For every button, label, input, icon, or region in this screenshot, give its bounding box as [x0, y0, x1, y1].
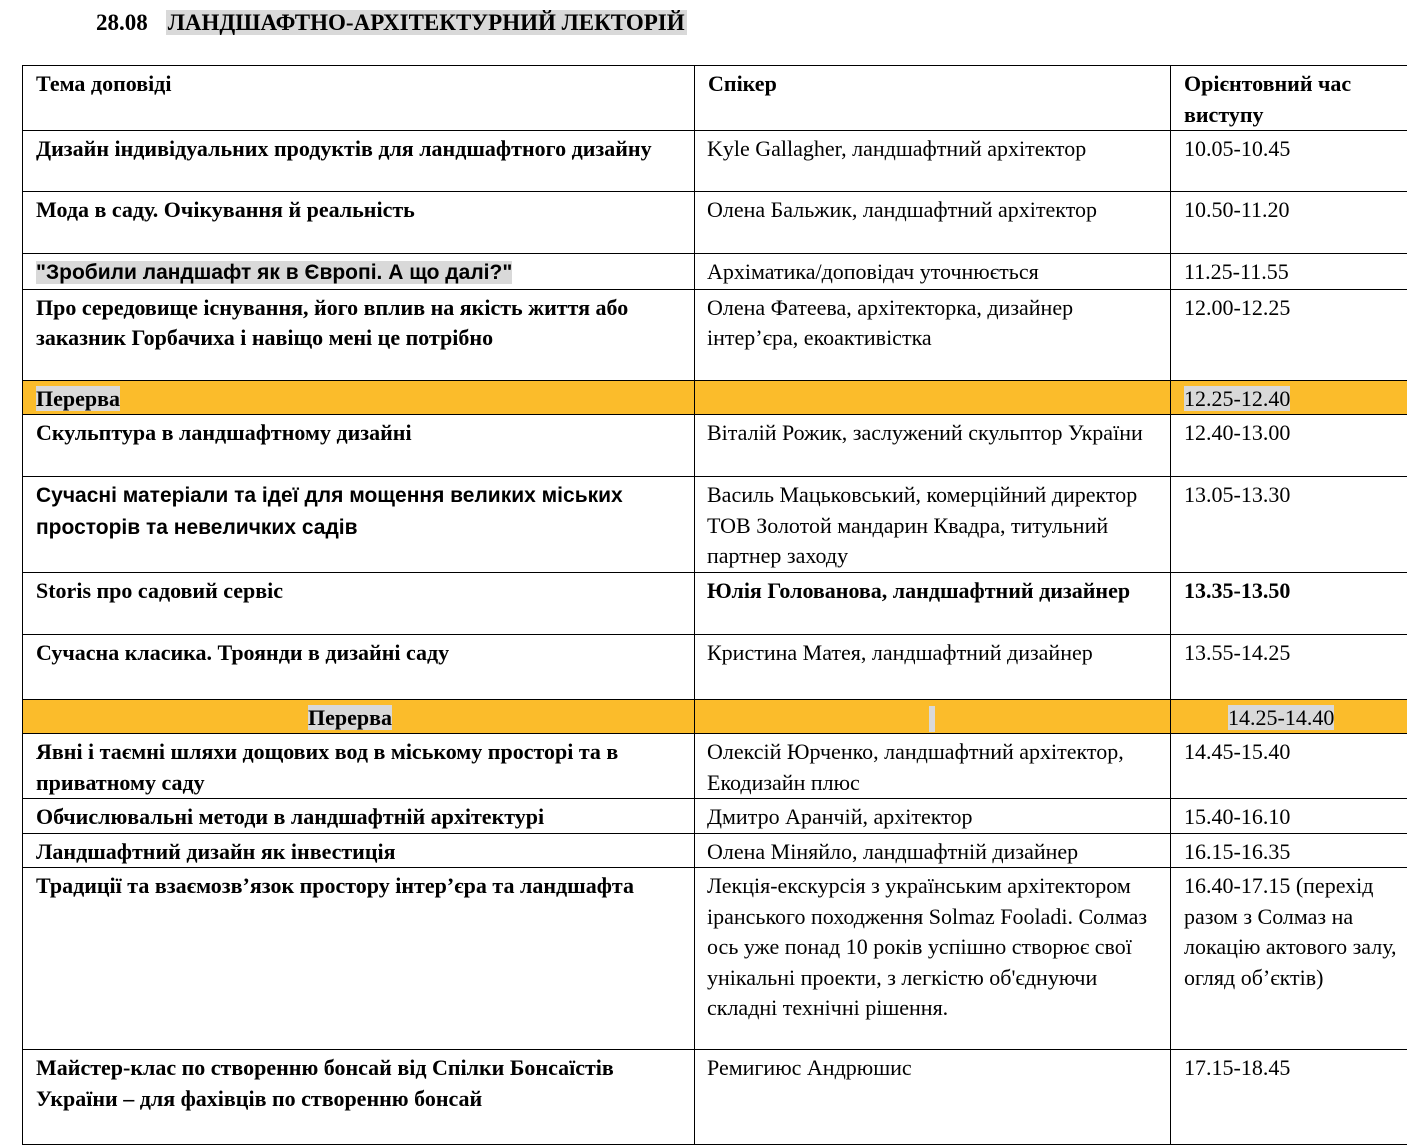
table-row	[23, 868, 1407, 1050]
header-topic: Тема доповіді	[23, 66, 695, 131]
speaker-cell: Ремигиюс Андрюшис	[695, 1050, 1171, 1145]
topic-cell	[23, 477, 695, 573]
table-header-row	[23, 66, 1407, 131]
break-label: Перерва	[36, 386, 120, 411]
speaker-cell: Дмитро Аранчій, архітектор	[695, 799, 1171, 834]
table-row	[23, 254, 1407, 290]
page-heading	[96, 6, 687, 40]
speaker-cell: Олексій Юрченко, ландшафтний архітектор, Екодизайн плюс	[695, 734, 1171, 799]
time-cell: 10.05-10.45	[1171, 131, 1407, 192]
table-row	[23, 1050, 1407, 1145]
time-cell	[1171, 380, 1407, 415]
break-label-cell	[23, 380, 695, 415]
speaker-cell: Kyle Gallagher, ландшафтний архітектор	[695, 131, 1171, 192]
table-row	[23, 734, 1407, 799]
topic-cell: Обчислювальні методи в ландшафтній архітектурі	[23, 799, 695, 834]
table-row	[23, 799, 1407, 834]
schedule-table	[22, 65, 1407, 1145]
break-time: 14.25-14.40	[1228, 705, 1334, 730]
time-cell: 16.15-16.35	[1171, 833, 1407, 868]
speaker-cell: Кристина Матея, ландшафтний дизайнер	[695, 634, 1171, 699]
time-cell	[1171, 699, 1407, 734]
speaker-cell: Олена Бальжик, ландшафтний архітектор	[695, 192, 1171, 254]
topic-cell: Традиції та взаємозв’язок простору інтер’єра та ландшафта	[23, 868, 695, 1050]
break-label-cell	[23, 699, 695, 734]
highlight-marker	[929, 706, 935, 732]
table-row	[23, 192, 1407, 254]
topic-cell: Сучасна класика. Троянди в дизайні саду	[23, 634, 695, 699]
topic-cell: Скульптура в ландшафтному дизайні	[23, 415, 695, 477]
topic-cell: Явні і таємні шляхи дощових вод в міському просторі та в приватному саду	[23, 734, 695, 799]
table-row	[23, 634, 1407, 699]
speaker-cell: Лекція-екскурсія з українським архітектором іранського походження Solmaz Fooladi. Солмаз ось уже понад 10 років успішно створює свої унікальні проекти, з легкістю об'єднуючи складні технічні рішення.	[695, 868, 1171, 1050]
speaker-cell: Юлія Голованова, ландшафтний дизайнер	[695, 572, 1171, 634]
break-label: Перерва	[308, 705, 392, 730]
break-row	[23, 380, 1407, 415]
time-cell: 11.25-11.55	[1171, 254, 1407, 290]
time-cell: 13.35-13.50	[1171, 572, 1407, 634]
topic-cell: Storis про садовий сервіс	[23, 572, 695, 634]
header-time: Орієнтовний час виступу	[1171, 66, 1407, 131]
speaker-cell: Олена Міняйло, ландшафтній дизайнер	[695, 833, 1171, 868]
speaker-cell: Олена Фатеева, архітекторка, дизайнер інтер’єра, екоактивістка	[695, 289, 1171, 380]
break-row	[23, 699, 1407, 734]
table-row	[23, 572, 1407, 634]
time-cell: 13.55-14.25	[1171, 634, 1407, 699]
table-row	[23, 477, 1407, 573]
speaker-cell: Архіматика/доповідач уточнюється	[695, 254, 1171, 290]
time-cell: 14.45-15.40	[1171, 734, 1407, 799]
topic-text: Сучасні матеріали та ідеї для мощення великих міських просторів та невеличких садів	[36, 484, 623, 539]
time-cell: 10.50-11.20	[1171, 192, 1407, 254]
topic-cell: Мода в саду. Очікування й реальність	[23, 192, 695, 254]
table-row	[23, 289, 1407, 380]
time-cell: 13.05-13.30	[1171, 477, 1407, 573]
speaker-cell: Віталій Рожик, заслужений скульптор України	[695, 415, 1171, 477]
table-row	[23, 833, 1407, 868]
event-title: ЛАНДШАФТНО-АРХІТЕКТУРНИЙ ЛЕКТОРІЙ	[166, 10, 687, 35]
topic-cell: Майстер-клас по створенню бонсай від Спілки Бонсаїстів України – для фахівців по створенню бонсай	[23, 1050, 695, 1145]
time-cell: 15.40-16.10	[1171, 799, 1407, 834]
topic-cell: Про середовище існування, його вплив на якість життя або заказник Горбачиха і навіщо мені це потрібно	[23, 289, 695, 380]
time-cell: 12.40-13.00	[1171, 415, 1407, 477]
time-cell: 17.15-18.45	[1171, 1050, 1407, 1145]
topic-highlight: "Зробили ландшафт як в Європі. А що далі?"	[36, 261, 512, 284]
header-speaker: Спікер	[695, 66, 1171, 131]
topic-cell: Дизайн індивідуальних продуктів для ландшафтного дизайну	[23, 131, 695, 192]
time-cell: 16.40-17.15 (перехід разом з Солмаз на локацію актового залу, огляд об’єктів)	[1171, 868, 1407, 1050]
event-date: 28.08	[96, 10, 148, 35]
topic-cell: Ландшафтний дизайн як інвестиція	[23, 833, 695, 868]
table-row	[23, 131, 1407, 192]
table-row	[23, 415, 1407, 477]
break-time: 12.25-12.40	[1184, 386, 1290, 411]
speaker-cell: Василь Мацьковський, комерційний директор ТОВ Золотой мандарин Квадра, титульний партнер заходу	[695, 477, 1171, 573]
speaker-cell	[695, 380, 1171, 415]
topic-cell	[23, 254, 695, 290]
speaker-cell	[695, 699, 1171, 734]
time-cell: 12.00-12.25	[1171, 289, 1407, 380]
